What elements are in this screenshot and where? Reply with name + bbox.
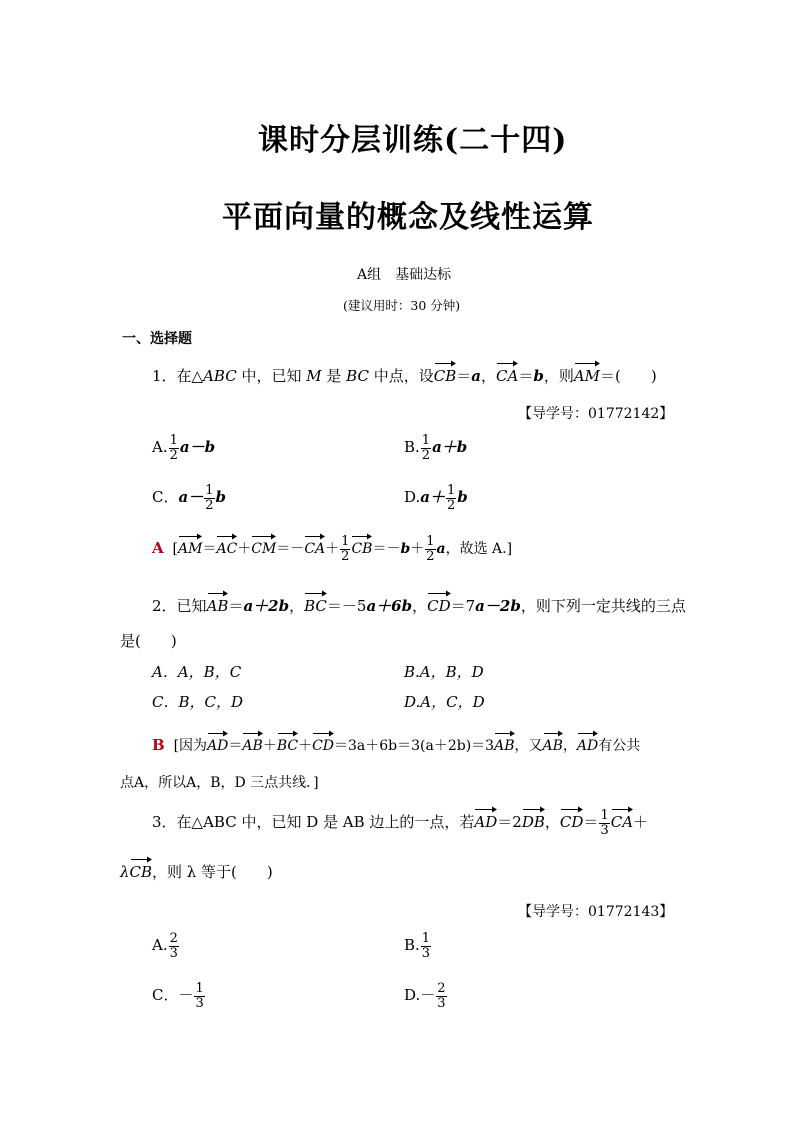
denominator: 2: [205, 497, 214, 513]
time-note: (建议用时：30 分钟): [343, 298, 461, 313]
eq: ＝: [228, 597, 244, 615]
option-label: D.: [404, 488, 421, 507]
q1-vec-b: b: [533, 367, 544, 385]
q1-text: 是: [321, 367, 347, 385]
vector-ab: AB: [207, 590, 229, 614]
numerator: 1: [421, 433, 431, 448]
answer-key: B: [152, 736, 165, 754]
eq: ＝: [583, 813, 599, 831]
eq: ＝－: [372, 541, 401, 557]
lambda-symbol: λ: [120, 863, 130, 881]
denominator: 2: [447, 497, 456, 513]
q1-text: ，则: [543, 367, 574, 385]
q1-answer: [152, 533, 512, 563]
q2-text: 已知: [176, 597, 207, 615]
q3-text: 在△ABC 中，已知 D 是 AB 边上的一点，若: [176, 813, 475, 831]
vector-cb: CB: [434, 360, 457, 384]
question-1-stem: [152, 360, 657, 384]
page-subtitle: 平面向量的概念及线性运算: [222, 200, 594, 235]
vector-cd: CD: [312, 730, 334, 753]
numerator: 1: [600, 807, 609, 823]
page-title: 课时分层训练(二十四): [258, 123, 568, 158]
q1-segment-bc: BC: [346, 367, 369, 385]
vector-cm: CM: [251, 533, 276, 556]
denominator: 2: [421, 447, 431, 463]
option-expr: a－: [178, 488, 204, 507]
q3-text: ，则 λ 等于( ): [152, 863, 273, 881]
group-heading: A组 基础达标: [357, 267, 452, 283]
q2-answer-line2: 点A，所以A，B，D 三点共线．]: [120, 775, 319, 791]
vector-am: AM: [178, 533, 202, 556]
q2-option-b: B.A，B，D: [404, 663, 484, 681]
answer-text: [因为: [173, 738, 208, 754]
numerator: 2: [169, 931, 178, 946]
vector-ca: CA: [496, 360, 518, 384]
q1-number: 1．: [152, 367, 177, 385]
q1-option-d: [404, 484, 468, 512]
fraction: [169, 434, 179, 462]
q1-blank: ＝( ): [600, 367, 657, 385]
q1-eq: ＝: [518, 367, 534, 385]
fraction: [194, 982, 204, 1010]
comma: ，: [562, 738, 577, 754]
q3-number: 3．: [152, 813, 177, 831]
vector-ac: AC: [216, 533, 237, 556]
comma: ，: [544, 813, 560, 831]
vector-ca: CA: [304, 533, 325, 556]
fraction: [436, 982, 446, 1010]
section-heading: 一、选择题: [122, 331, 192, 347]
fraction: [169, 932, 179, 960]
option-expr: b: [457, 488, 468, 507]
q2-number: 2．: [152, 597, 177, 615]
plus: ＋: [237, 541, 252, 557]
q2-expr: a＋6b: [366, 597, 413, 615]
vector-db: DB: [522, 806, 545, 830]
numerator: 1: [195, 981, 204, 996]
plus: ＋: [325, 541, 340, 557]
vector-bc: BC: [304, 590, 327, 614]
q2-text: ，则下列一定共线的三点: [520, 597, 686, 615]
vector-ad: AD: [474, 806, 497, 830]
question-3-stem: [152, 806, 648, 837]
vector-ca: CA: [611, 806, 633, 830]
q2-expr: a－2b: [475, 597, 521, 615]
vector-ab: AB: [494, 730, 514, 753]
option-label: A.: [152, 438, 168, 457]
q1-reference-number: 【导学号：01772142】: [518, 406, 674, 422]
answer-text: 有公共: [598, 738, 641, 754]
q1-text: 在△: [176, 367, 204, 385]
numerator: 1: [341, 533, 350, 549]
vec-a: a: [436, 541, 446, 557]
plus: ＋: [410, 541, 425, 557]
option-expr: a－b: [179, 438, 216, 457]
denominator: 3: [421, 945, 431, 961]
vector-cd: CD: [560, 806, 584, 830]
comma: ，: [289, 597, 305, 615]
vector-ab: AB: [543, 730, 563, 753]
q1-point-m: M: [306, 367, 322, 385]
eq: ＝7: [450, 597, 476, 615]
numerator: 1: [169, 433, 178, 448]
bracket: [: [172, 541, 179, 557]
eq: ＝－: [276, 541, 305, 557]
plus: ＋: [262, 738, 277, 754]
answer-expr: ＝3a＋6b＝3(a＋2b)＝3: [334, 738, 495, 754]
option-label: D.－: [404, 986, 436, 1005]
numerator: 2: [437, 981, 446, 996]
denominator: 2: [169, 447, 178, 463]
eq: ＝－5: [326, 597, 367, 615]
denominator: 3: [437, 995, 446, 1011]
q1-triangle: ABC: [203, 367, 237, 385]
plus: ＋: [298, 738, 313, 754]
q1-vec-a: a: [471, 367, 481, 385]
fraction: [425, 535, 435, 563]
eq: ＝: [202, 541, 217, 557]
numerator: 1: [421, 931, 431, 946]
option-expr: a＋: [420, 488, 445, 507]
vector-ad: AD: [577, 730, 598, 753]
option-label: B.: [404, 936, 420, 955]
q2-option-d: D.A，C，D: [404, 693, 485, 711]
q1-option-b: [404, 434, 467, 462]
q1-text: 中点，设: [368, 367, 434, 385]
vector-ab: AB: [242, 730, 262, 753]
plus: ＋: [633, 813, 649, 831]
q1-eq: ＝: [456, 367, 472, 385]
denominator: 2: [426, 548, 435, 564]
q1-text: 中，已知: [236, 367, 307, 385]
vector-ad: AD: [207, 730, 228, 753]
fraction: [421, 932, 431, 960]
fraction: [340, 535, 350, 563]
eq: ＝2: [497, 813, 522, 831]
question-2-line2: 是( ): [120, 632, 177, 650]
q1-option-a: [152, 434, 215, 462]
fraction: [599, 809, 609, 837]
q3-option-a: [152, 932, 180, 960]
option-expr: a＋b: [432, 438, 468, 457]
q2-option-c: C．B，C，D: [152, 693, 244, 711]
option-label: C．－: [152, 986, 194, 1005]
numerator: 1: [426, 533, 435, 549]
q3-option-b: [404, 932, 432, 960]
numerator: 1: [447, 483, 456, 498]
q2-option-a: A．A，B，C: [152, 663, 242, 681]
fraction: [421, 434, 431, 462]
q2-answer: [152, 730, 640, 755]
denominator: 2: [341, 548, 350, 564]
vector-am: AM: [574, 360, 600, 384]
denominator: 3: [600, 822, 609, 838]
q1-comma: ，: [480, 367, 496, 385]
vector-cb: CB: [351, 533, 372, 556]
q3-reference-number: 【导学号：01772143】: [518, 904, 674, 920]
q1-option-c: [152, 484, 226, 512]
question-3-line2: [120, 856, 273, 880]
numerator: 1: [205, 483, 214, 498]
fraction: [204, 484, 214, 512]
vector-cd: CD: [427, 590, 451, 614]
vec-b: b: [400, 541, 411, 557]
answer-text: ，又: [514, 738, 543, 754]
option-label: C．: [152, 488, 179, 507]
answer-key: A: [152, 539, 164, 557]
q3-option-d: [404, 982, 448, 1010]
comma: ，: [412, 597, 428, 615]
answer-tail: ，故选 A.]: [445, 541, 513, 557]
denominator: 3: [169, 945, 178, 961]
q2-expr: a＋2b: [243, 597, 290, 615]
option-label: B.: [404, 438, 420, 457]
eq: ＝: [228, 738, 243, 754]
q3-option-c: [152, 982, 206, 1010]
option-label: A.: [152, 936, 168, 955]
denominator: 3: [195, 995, 204, 1011]
vector-bc: BC: [277, 730, 298, 753]
question-2-stem: [152, 590, 686, 614]
option-expr: b: [215, 488, 226, 507]
fraction: [446, 484, 456, 512]
vector-cb: CB: [130, 856, 153, 880]
